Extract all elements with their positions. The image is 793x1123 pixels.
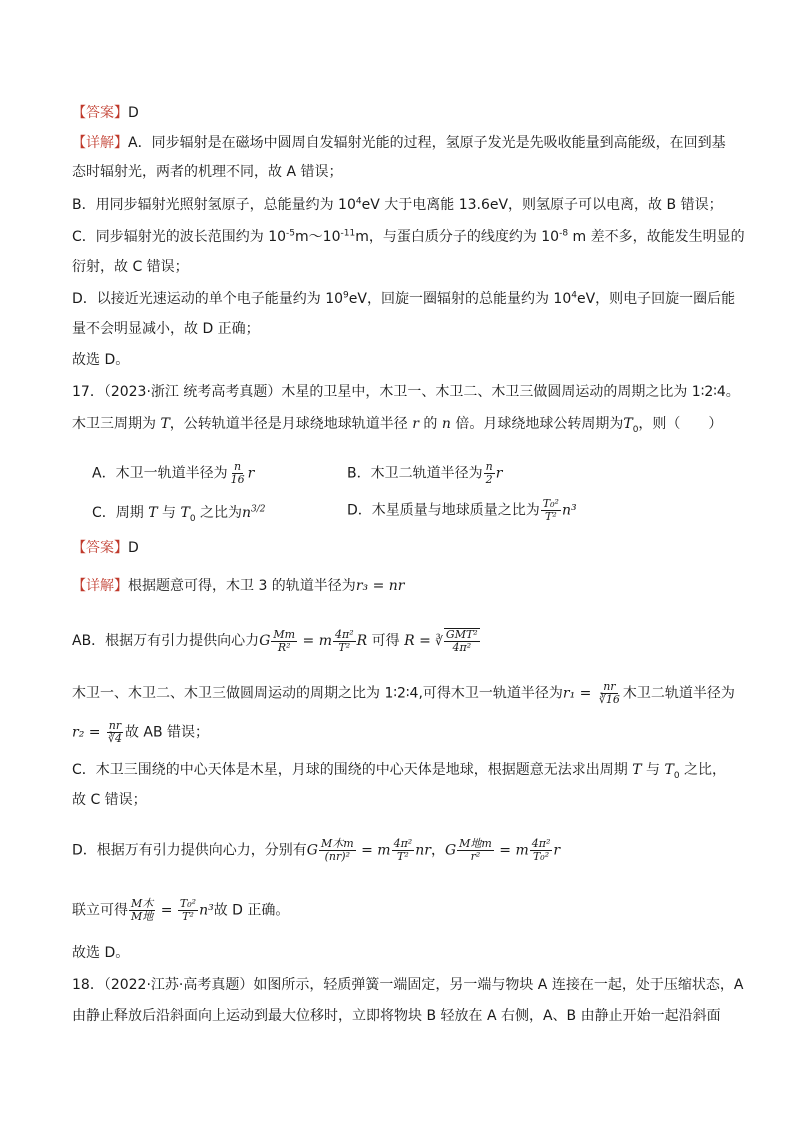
- equation-part: r: [553, 842, 561, 859]
- fraction: [392, 838, 415, 863]
- numerator: M木: [131, 897, 154, 910]
- answer-tag: 【答案】: [72, 540, 128, 556]
- q17-detail-ab: [72, 628, 481, 654]
- denominator: (nr)²: [324, 850, 350, 863]
- denominator: T²: [338, 640, 351, 654]
- symbol-n: n: [242, 505, 252, 521]
- text: D．以接近光速运动的单个电子能量约为 10: [72, 291, 344, 307]
- text: C．同步辐射光的波长范围约为 10: [72, 229, 287, 245]
- q18-stem-line1: 18．（2022·江苏·高考真题）如图所示，轻质弹簧一端固定，另一端与物块 A 连接在一起，处于压缩状态，A: [72, 977, 744, 993]
- numerator: M木m: [320, 837, 354, 850]
- numerator: n: [234, 460, 242, 473]
- fraction: [178, 898, 198, 923]
- detail-tag: 【详解】: [72, 578, 128, 594]
- fraction: [541, 498, 561, 523]
- text: m～10: [295, 229, 341, 245]
- text: eV，回旋一圈辐射的总能量约为 10: [348, 291, 572, 307]
- denominator: ∛4: [107, 732, 122, 745]
- detail-tag: 【详解】: [72, 135, 128, 151]
- q16-detail-c-line2: 衍射，故 C 错误；: [72, 259, 189, 275]
- answer-value: D: [128, 105, 139, 121]
- denominator: 2: [485, 473, 493, 486]
- symbol-T: T: [148, 505, 158, 521]
- q16-detail-d-line1: [72, 289, 735, 309]
- q17-detail-combined: [72, 898, 289, 923]
- fraction: [271, 629, 297, 654]
- q17-detail-d: [72, 838, 560, 863]
- equation: r₃ = nr: [355, 578, 405, 594]
- text: ，公转轨道半径是月球绕地球轨道半径: [169, 416, 413, 432]
- denominator: T²: [182, 910, 194, 923]
- text: 倍。月球绕地球公转周期为: [450, 416, 624, 432]
- answer-tag: 【答案】: [72, 105, 128, 121]
- numerator: 4π²: [393, 837, 413, 850]
- text: 之比为: [195, 505, 243, 521]
- q17-detail-c-line2: 故 C 错误；: [72, 792, 147, 808]
- q17-option-c: [92, 503, 266, 523]
- symbol-G: G: [306, 842, 318, 859]
- detail-text: A．同步辐射是在磁场中圆周自发辐射光能的过程，氢原子发光是先吸收能量到高能级，在回到基: [128, 135, 726, 151]
- denominator: R²: [277, 640, 291, 654]
- numerator: M地m: [459, 837, 492, 850]
- symbol-n: n: [441, 416, 451, 432]
- equation-part: = m: [356, 842, 391, 859]
- text: AB．根据万有引力提供向心力: [72, 633, 260, 649]
- fraction: [333, 629, 356, 654]
- q17-option-b: [347, 461, 502, 486]
- text: 联立可得: [72, 902, 128, 919]
- text: ，则（ ）: [638, 416, 723, 432]
- text: C．木卫三围绕的中心天体是木星，月球的围绕的中心天体是地球，根据题意无法求出周期: [72, 762, 633, 778]
- numerator: 4π²: [334, 627, 354, 641]
- equation-part: = m: [298, 633, 332, 649]
- text: m 差不多，故能发生明显的: [568, 229, 745, 245]
- symbol-r: r: [247, 465, 255, 482]
- denominator: r²: [470, 850, 481, 863]
- fraction: [106, 720, 124, 745]
- text: eV，则电子回旋一圈后能: [576, 291, 736, 307]
- exponent: 4: [571, 290, 577, 301]
- numerator: T₀²: [542, 497, 559, 510]
- cube-root-sign: ∛: [435, 634, 443, 648]
- option-label: B．木卫二轨道半径为: [347, 465, 483, 482]
- q17-stem-line2: [72, 414, 722, 434]
- q17-answer: [72, 538, 139, 558]
- q16-detail-b: [72, 195, 723, 215]
- fraction: [444, 628, 480, 654]
- equation-part: R =: [404, 633, 436, 649]
- option-label: D．木星质量与地球质量之比为: [347, 502, 540, 519]
- q17-option-d: [347, 498, 577, 523]
- symbol-n-cubed: n³: [561, 502, 577, 519]
- q16-detail-a-line2: 态时辐射光，两者的机理不同，故 A 错误；: [72, 164, 343, 180]
- q17-detail-c-line1: [72, 760, 726, 780]
- numerator: Mm: [273, 627, 296, 641]
- q17-conclusion: 故选 D。: [72, 945, 130, 961]
- symbol-r: r: [495, 465, 503, 482]
- fraction: [530, 838, 553, 863]
- q16-detail-a-line1: [72, 133, 726, 153]
- q16-conclusion: 故选 D。: [72, 352, 130, 368]
- subscript: 0: [189, 513, 196, 524]
- fraction: [319, 838, 356, 863]
- denominator: T²: [544, 510, 557, 523]
- denominator: T²: [397, 850, 409, 863]
- text: 木卫三周期为: [72, 416, 161, 432]
- text: 故 D 正确。: [213, 902, 290, 919]
- symbol-R: R: [356, 633, 368, 649]
- symbol-T0: T: [664, 762, 674, 778]
- fraction: [457, 838, 494, 863]
- symbol-r: r: [412, 416, 419, 432]
- text: 可得: [367, 633, 405, 649]
- text: m，与蛋白质分子的线度约为 10: [355, 229, 560, 245]
- symbol-G: G: [444, 842, 457, 859]
- exponent: 9: [343, 290, 349, 301]
- subscript: 0: [673, 770, 680, 781]
- numerator: T₀²: [179, 897, 197, 910]
- equation-part: r₁ =: [562, 685, 596, 702]
- exponent: 3/2: [251, 504, 266, 515]
- exponent: -5: [286, 228, 296, 239]
- exponent: -8: [559, 228, 569, 239]
- denominator: ∛16: [598, 693, 620, 706]
- q16-answer: [72, 103, 139, 123]
- equation-part: =: [156, 902, 177, 919]
- q17-detail-intro: [72, 576, 404, 596]
- text: 根据题意可得，木卫 3 的轨道半径为: [128, 578, 356, 594]
- q17-detail-ab-line3: [72, 720, 209, 745]
- q16-detail-c-line1: [72, 227, 745, 247]
- denominator: T₀²: [532, 850, 550, 863]
- equation-part: r₂ =: [72, 724, 105, 741]
- denominator: 4π²: [452, 641, 472, 654]
- q18-stem-line2: 由静止释放后沿斜面向上运动到最大位移时，立即将物块 B 轻放在 A 右侧，A、B 由静止开始一起沿斜面: [72, 1008, 721, 1024]
- q17-detail-ab-line2: [72, 681, 735, 706]
- symbol-T0: T: [623, 416, 633, 432]
- text: eV 大于电离能 13.6eV，则氢原子可以电离，故 B 错误；: [361, 197, 723, 213]
- text: B．用同步辐射光照射氢原子，总能量约为 10: [72, 197, 356, 213]
- separator: ，: [430, 842, 445, 859]
- fraction: [484, 461, 495, 486]
- q17-stem-line1: 17．（2023·浙江 统考高考真题）木星的卫星中，木卫一、木卫二、木卫三做圆周运动的周期之比为 1∶2∶4。: [72, 384, 740, 400]
- text: 故 AB 错误；: [124, 724, 210, 741]
- text: 木卫一、木卫二、木卫三做圆周运动的周期之比为 1∶2∶4,可得木卫一轨道半径为: [72, 685, 563, 702]
- equation-part: = m: [494, 842, 529, 859]
- text: 之比，: [679, 762, 727, 778]
- exponent: 4: [355, 196, 362, 207]
- numerator: GMT²: [445, 628, 478, 641]
- text: 的: [418, 416, 442, 432]
- text: D．根据万有引力提供向心力，分别有: [72, 842, 307, 859]
- fraction: [597, 681, 622, 706]
- text: 与: [157, 505, 181, 521]
- denominator: M地: [131, 910, 154, 923]
- numerator: n: [485, 460, 493, 473]
- symbol-T: T: [160, 416, 170, 432]
- equation-part: n³: [199, 902, 214, 919]
- denominator: 16: [230, 473, 245, 486]
- numerator: nr: [108, 719, 122, 732]
- numerator: 4π²: [531, 837, 551, 850]
- exponent: -11: [340, 228, 356, 239]
- fraction: [129, 898, 155, 923]
- symbol-T0: T: [180, 505, 190, 521]
- option-label: C．周期: [92, 505, 149, 521]
- answer-value: D: [128, 540, 139, 556]
- text: 木卫二轨道半径为: [622, 685, 735, 702]
- equation-part: nr: [415, 842, 431, 859]
- q17-option-a: [92, 461, 254, 486]
- subscript: 0: [632, 424, 639, 435]
- symbol-T: T: [632, 762, 642, 778]
- fraction: [229, 461, 247, 486]
- option-label: A．木卫一轨道半径为: [92, 465, 228, 482]
- symbol-G: G: [259, 633, 271, 649]
- numerator: nr: [603, 680, 616, 693]
- q16-detail-d-line2: 量不会明显减小，故 D 正确；: [72, 321, 260, 337]
- text: 与: [641, 762, 665, 778]
